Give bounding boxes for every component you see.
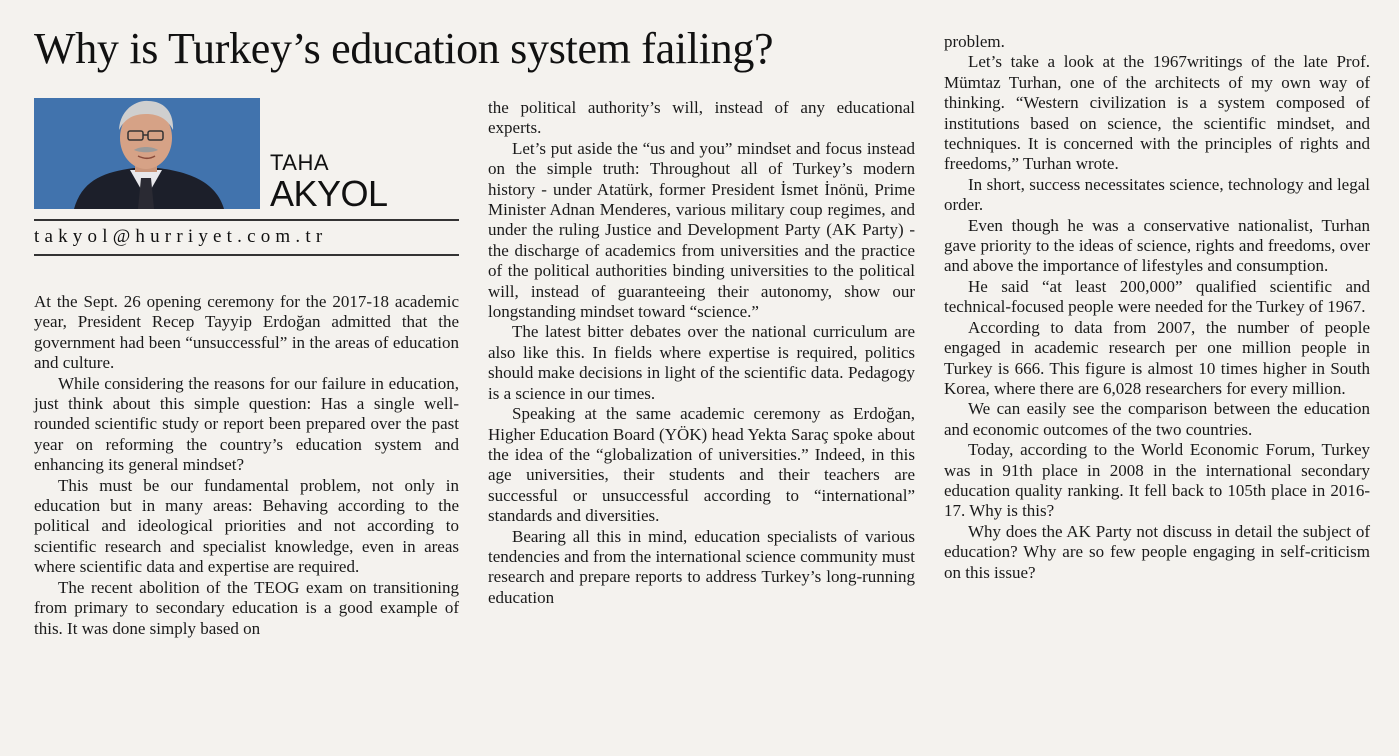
paragraph: The recent abolition of the TEOG exam on transitioning from primary to secondary education is a good example of this. It was done simply based on	[34, 577, 459, 638]
paragraph: Let’s put aside the “us and you” mindset and focus instead on the simple truth: Throughout all of Turkey’s modern history - under Atatürk, former President İsmet İnönü, Prime Minister Adnan Menderes, various military coup regimes, and under the ruling Justice and Development Party (AK Party) - the discharge of academics from universities and the practice of the political authorities binding universities to the political will, instead of guaranteeing their autonomy, show our longstanding mindset toward “science.”	[488, 138, 915, 322]
paragraph: We can easily see the comparison between the education and economic outcomes of the two countries.	[944, 399, 1370, 439]
paragraph: This must be our fundamental problem, not only in education but in many areas: Behaving according to the political and ideological priorities and not according to scientific research and specialist knowledge, even in areas where scientific data and expertise are required.	[34, 475, 459, 577]
paragraph: Let’s take a look at the 1967writings of the late Prof. Mümtaz Turhan, one of the architects of my own way of thinking. “Western civilization is a system composed of institutions based on science, the scientific mindset, and techniques. It is concerned with the principles of rights and freedoms,” Turhan wrote.	[944, 52, 1370, 174]
author-first-name: TAHA	[270, 150, 330, 175]
paragraph: In short, success necessitates science, technology and legal order.	[944, 174, 1370, 215]
author-portrait-illustration	[34, 98, 260, 209]
paragraph: While considering the reasons for our failure in education, just think about this simple question: Has a single well-rounded scientific study or report been prepared over the past year on reforming the country’s education system and enhancing its general mindset?	[34, 373, 459, 475]
divider-bottom	[34, 254, 459, 256]
paragraph: Speaking at the same academic ceremony as Erdoğan, Higher Education Board (YÖK) head Yekta Saraç spoke about the idea of the “globalization of universities.” Indeed, in this age universities, their students and their teachers are successful or unsuccessful according to “international” standards and diversities.	[488, 404, 915, 526]
paragraph: At the Sept. 26 opening ceremony for the 2017-18 academic year, President Recep Tayyip Erdoğan admitted that the government had been “unsuccessful” in the areas of education and culture.	[34, 292, 459, 373]
headline: Why is Turkey’s education system failing?	[34, 24, 774, 73]
paragraph: Why does the AK Party not discuss in detail the subject of education? Why are so few people engaging in self-criticism on this issue?	[944, 521, 1370, 582]
paragraph: He said “at least 200,000” qualified scientific and technical-focused people were needed for the Turkey of 1967.	[944, 276, 1370, 317]
paragraph: The latest bitter debates over the national curriculum are also like this. In fields where expertise is required, politics should make decisions in light of the scientific data. Pedagogy is a science in our times.	[488, 322, 915, 403]
article-column-1	[34, 292, 459, 639]
paragraph: Bearing all this in mind, education specialists of various tendencies and from the international science community must research and prepare reports to address Turkey’s long-running education	[488, 526, 915, 607]
paragraph: problem.	[944, 32, 1005, 51]
paragraph: Even though he was a conservative nationalist, Turhan gave priority to the ideas of science, rights and freedoms, over and above the importance of lifestyles and consumption.	[944, 215, 1370, 276]
paragraph: Today, according to the World Economic Forum, Turkey was in 91th place in 2008 in the international secondary education quality ranking. It fell back to 105th place in 2016-17. Why is this?	[944, 440, 1370, 521]
article-column-3	[944, 32, 1370, 583]
paragraph: According to data from 2007, the number of people engaged in academic research per one million people in Turkey is 666. This figure is almost 10 times higher in South Korea, where there are 6,028 researchers for every million.	[944, 317, 1370, 398]
divider-top	[34, 219, 459, 221]
author-email[interactable]: takyol@hurriyet.com.tr	[34, 226, 328, 247]
author-photo	[34, 98, 260, 209]
paragraph: the political authority’s will, instead of any educational experts.	[488, 98, 915, 138]
article-column-2	[488, 98, 915, 608]
author-last-name: AKYOL	[270, 173, 388, 214]
